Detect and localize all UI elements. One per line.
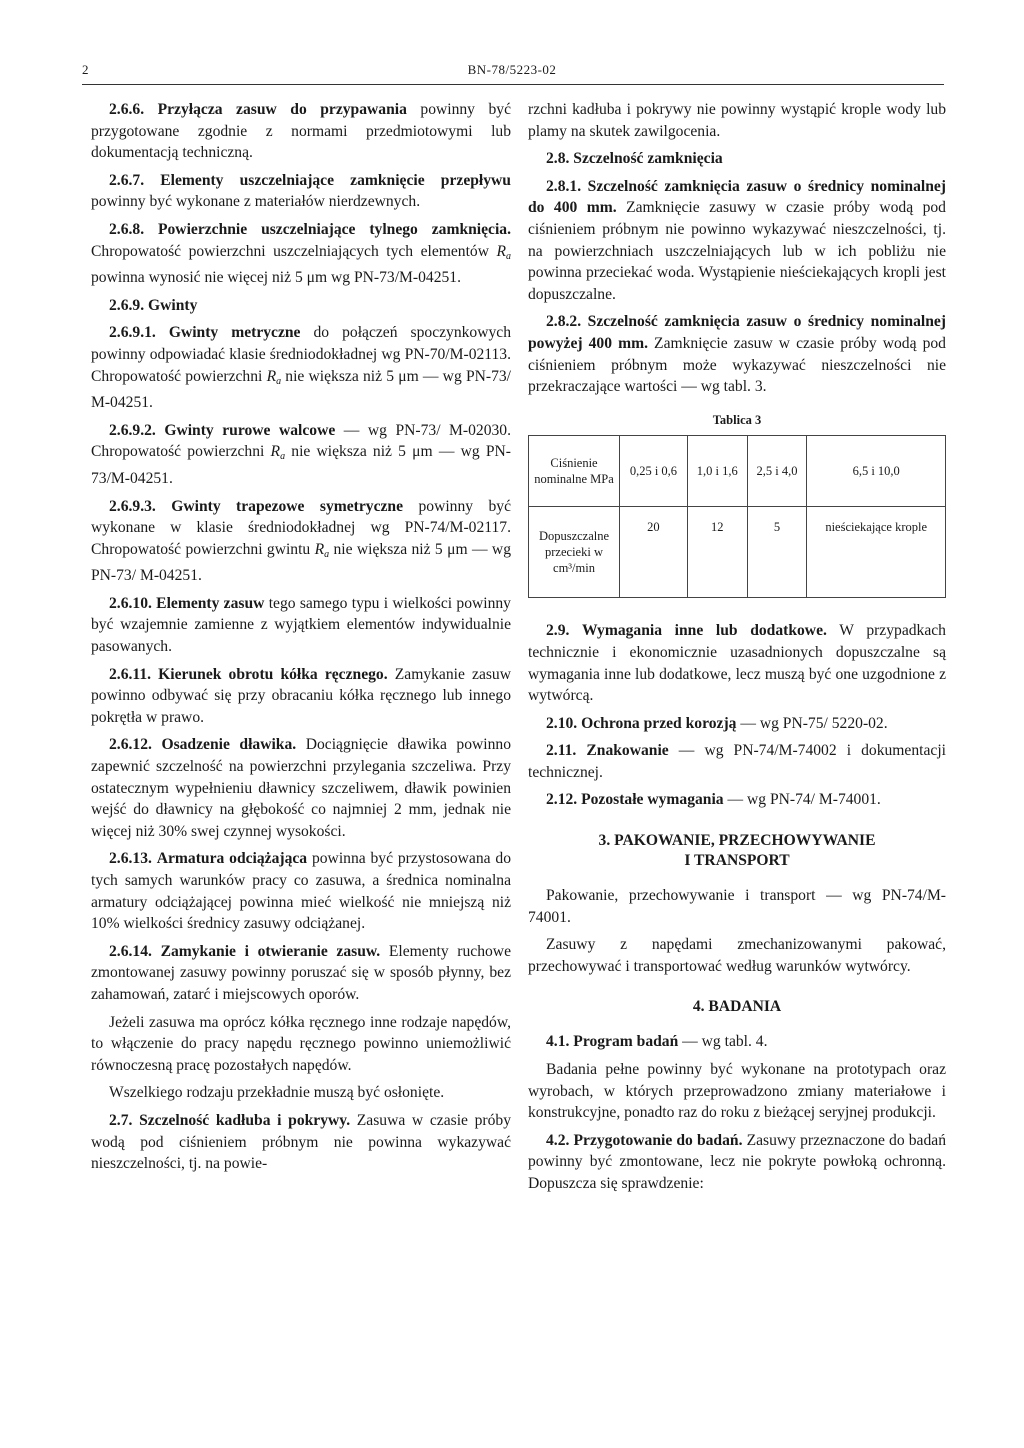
section-2-6-9-2: 2.6.9.2. Gwinty rurowe walcowe — wg PN-73/ M-02030. Chropowatość powierzchni $R_a$ nie większa niż 5 μm — wg PN-73/M-04251.: [91, 421, 512, 487]
paragraph-gear-guards: Wszelkiego rodzaju przekładnie muszą być osłonięte.: [109, 1084, 445, 1102]
paragraph-full-tests: Badania pełne powinny być wykonane na prototypach oraz wyrobach, w których przeprowadzono zmiany materiałowe i konstrukcyjne, ponadto raz do roku z bieżącej seryjnej produkcji.: [528, 1061, 946, 1122]
table-cell: 1,0 i 1,6: [687, 436, 747, 507]
section-2-6-9: 2.6.9. Gwinty: [109, 296, 198, 314]
section-2-6-9-3: 2.6.9.3. Gwinty trapezowe symetryczne powinny być wykonane w klasie średniodokładnej wg PN-74/M-02117. Chropowatość powierzchni gwintu $R_a$ nie większa niż 5 μm — wg PN-73/ M-04251.: [91, 497, 512, 585]
left-column: [91, 99, 511, 1181]
section-3-heading: 3. PAKOWANIE, PRZECHOWYWANIE I TRANSPORT: [598, 832, 876, 870]
section-4-heading: 4. BADANIA: [692, 998, 782, 1016]
paragraph-packing: Pakowanie, przechowywanie i transport — wg PN-74/M-74001.: [528, 887, 946, 926]
section-2-6-9-1: 2.6.9.1. Gwinty metryczne do połączeń spoczynkowych powinny odpowiadać klasie średniodokładnej wg PN-70/M-02113. Chropowatość powierzchni $R_a$ nie większa niż 5 μm — wg PN-73/ M-04251.: [91, 324, 512, 412]
section-2-6-12: 2.6.12. Osadzenie dławika. Dociągnięcie dławika powinno zapewnić szczelność na powierzchni przylegania szczeliwa. Przy ostatecznym wypełnieniu dławnicy szczeliwem, dławik powinien wejść do dławnicy na głębokość co najmniej 2 mm, jednak nie więcej niż 30% swej czynnej wysokości.: [91, 736, 511, 840]
table-3-title: Tablica 3: [712, 412, 762, 427]
section-2-9: 2.9. Wymagania inne lub dodatkowe. W przypadkach technicznie i ekonomicznie uzasadnionych dopuszczalne są wymagania inne lub dodatkowe, lecz muszą być one uzgodnione z wytwórcą.: [528, 622, 946, 705]
section-2-12: 2.12. Pozostałe wymagania — wg PN-74/ M-74001.: [546, 791, 881, 809]
paragraph-other-drives: Jeżeli zasuwa ma oprócz kółka ręcznego inne rodzaje napędów, to włączenie do pracy napędu ręcznego powinno uniemożliwić równoczesną pracę pozostałych napędów.: [91, 1013, 511, 1074]
table-cell: 5: [747, 507, 807, 598]
table-row-label: Dopuszczalne przecieki w cm³/min: [529, 507, 620, 598]
table-row: [529, 436, 946, 507]
section-2-7: 2.7. Szczelność kadłuba i pokrywy. Zasuwa w czasie próby wodą pod ciśnieniem próbnym nie powinna wykazywać nieszczelności, tj. na powie-: [91, 1111, 511, 1173]
table-cell: 2,5 i 4,0: [747, 436, 807, 507]
table-cell: 12: [687, 507, 747, 598]
table-cell: 6,5 i 10,0: [807, 436, 946, 507]
paragraph-mechanized-valves: Zasuwy z napędami zmechanizowanymi pakować, przechowywać i transportować według warunków wytwórcy.: [528, 936, 946, 975]
table-row: [529, 507, 946, 598]
table-cell: 20: [620, 507, 688, 598]
document-code: BN-78/5223-02: [467, 62, 557, 77]
page-header: [82, 62, 942, 82]
section-2-8-1: 2.8.1. Szczelność zamknięcia zasuw o średnicy nominalnej do 400 mm. Zamknięcie zasuwy w czasie próby wodą pod ciśnieniem próbnym nie powinno wykazywać nieszczelności, tj. na powierzchniach uszczelniających lub w ich pobliżu nie powinna przeciekać woda. Wystąpienie nieściekających kropli jest dopuszczalne.: [528, 177, 946, 303]
section-4-2: 4.2. Przygotowanie do badań. Zasuwy przeznaczone do badań powinny być zmontowane, lecz nie pokryte powłoką ochronną. Dopuszcza się sprawdzenie:: [528, 1131, 946, 1192]
section-2-6-7: 2.6.7. Elementy uszczelniające zamknięcie przepływu powinny być wykonane z materiałów nierdzewnych.: [91, 171, 511, 211]
section-2-6-13: 2.6.13. Armatura odciążająca powinna być przystosowana do tych samych warunków pracy co zasuwa, a średnica nominalna armatury odciążającej powinna mieć wielkość nie mniejszą niż 10% wielkości średnicy zasuwy odciążanej.: [91, 850, 511, 933]
table-row-label: Ciśnienie nominalne MPa: [529, 436, 620, 507]
section-2-6-8: 2.6.8. Powierzchnie uszczelniające tylnego zamknięcia. Chropowatość powierzchni uszczelniających tych elementów $R_a$ powinna wynosić nie więcej niż 5 μm wg PN-73/M-04251.: [91, 220, 511, 287]
section-2-6-11: 2.6.11. Kierunek obrotu kółka ręcznego. Zamykanie zasuw powinno odbywać się przy obracaniu kółka ręcznego lub innego pokrętła w prawo.: [91, 665, 511, 726]
section-2-8: 2.8. Szczelność zamknięcia: [546, 150, 723, 168]
section-4-1: 4.1. Program badań — wg tabl. 4.: [546, 1033, 768, 1051]
section-2-6-10: 2.6.10. Elementy zasuw tego samego typu i wielkości powinny być wzajemnie zamienne z wyjątkiem elementów indywidualnie pasowanych.: [91, 594, 511, 656]
table-cell: 0,25 i 0,6: [620, 436, 688, 507]
right-column: [528, 99, 946, 1201]
table-cell: nieściekające krople: [807, 507, 946, 598]
header-rule: [82, 84, 944, 85]
section-2-10: 2.10. Ochrona przed korozją — wg PN-75/ 5220-02.: [546, 714, 888, 732]
section-2-11: 2.11. Znakowanie — wg PN-74/M-74002 i dokumentacji technicznej.: [528, 742, 946, 781]
section-2-8-2: 2.8.2. Szczelność zamknięcia zasuw o średnicy nominalnej powyżej 400 mm. Zamknięcie zasuw w czasie próby wodą pod ciśnieniem próbnym może wykazywać nieszczelności nie przekraczające wartości — wg tabl. 3.: [528, 313, 946, 396]
page-number: 2: [82, 62, 89, 77]
table-3: [528, 435, 946, 598]
section-2-6-6: 2.6.6. Przyłącza zasuw do przypawania powinny być przygotowane zgodnie z normami przedmiotowymi lub dokumentacją techniczną.: [91, 101, 511, 162]
paragraph-continuation: rzchni kadłuba i pokrywy nie powinny wystąpić krople wody lub plamy na skutek zawilgocenia.: [528, 101, 946, 140]
section-2-6-14: 2.6.14. Zamykanie i otwieranie zasuw. Elementy ruchowe zmontowanej zasuwy powinny poruszać się w sposób płynny, bez zahamowań, zatarć i miejscowych oporów.: [91, 942, 511, 1003]
